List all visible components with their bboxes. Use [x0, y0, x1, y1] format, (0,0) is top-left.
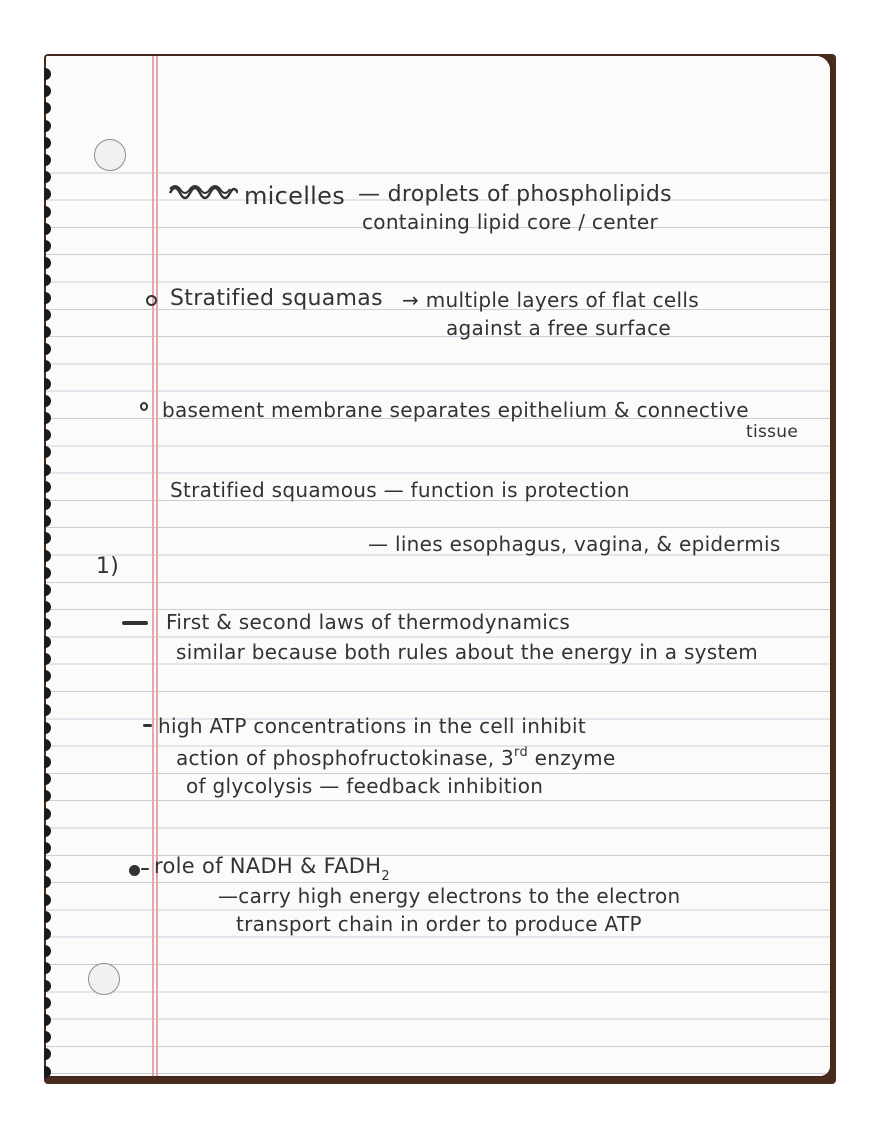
punch-hole-top [94, 139, 126, 171]
spiral-coil [44, 1031, 51, 1043]
margin-line-left [152, 56, 154, 1076]
spiral-coil [44, 825, 51, 837]
margin-number-mark: 1) [96, 554, 120, 579]
spiral-coil [44, 550, 51, 562]
nadh-line1 [154, 854, 390, 884]
nadh-line1-subscript: 2 [381, 869, 390, 884]
spiral-coil [44, 980, 51, 992]
spiral-binding [44, 60, 52, 1080]
spiral-coil [44, 962, 51, 974]
spiral-coil [44, 498, 51, 510]
basement-membrane-line2: tissue [746, 422, 799, 442]
spiral-coil [44, 670, 51, 682]
spiral-coil [44, 911, 51, 923]
arrow-bullet-mark [122, 621, 148, 625]
nadh-line3: transport chain in order to produce ATP [236, 912, 642, 936]
spiral-coil [44, 154, 51, 166]
spiral-coil [44, 343, 51, 355]
basement-membrane-line1: basement membrane separates epithelium & connective [162, 398, 749, 422]
atp-line1: high ATP concentrations in the cell inhibit [158, 714, 587, 738]
spiral-coil [44, 567, 51, 579]
bullet-dash [141, 868, 149, 870]
spiral-coil [44, 515, 51, 527]
nadh-line1-main: role of NADH & FADH [154, 854, 382, 878]
spiral-coil [44, 584, 51, 596]
spiral-coil [44, 618, 51, 630]
atp-line3: of glycolysis — feedback inhibition [186, 774, 544, 798]
spiral-coil [44, 876, 51, 888]
thermodynamics-line2: similar because both rules about the energy in a system [176, 640, 759, 664]
spiral-coil [44, 739, 51, 751]
stratified-squamous-term: Stratified squamas [170, 286, 383, 311]
spiral-coil [44, 68, 51, 80]
spiral-coil [44, 120, 51, 132]
spiral-coil [44, 137, 51, 149]
atp-line2-superscript: rd [514, 745, 529, 760]
spiral-coil [44, 429, 51, 441]
spiral-coil [44, 997, 51, 1009]
spiral-coil [44, 446, 51, 458]
atp-line2 [176, 745, 616, 770]
spiral-coil [44, 292, 51, 304]
dash-bullet-mark [143, 724, 152, 727]
spiral-coil [44, 859, 51, 871]
punch-hole-bottom [88, 963, 120, 995]
spiral-coil [44, 171, 51, 183]
spiral-coil [44, 1014, 51, 1026]
atp-line2-main: action of phosphofructokinase, 3 [176, 746, 515, 770]
spiral-coil [44, 1066, 51, 1078]
bullet-point [140, 402, 148, 411]
spiral-coil [44, 636, 51, 648]
spiral-coil [44, 842, 51, 854]
spiral-coil [44, 481, 51, 493]
stratified-squamous-line2: against a free surface [446, 316, 671, 340]
spiral-coil [44, 773, 51, 785]
spiral-coil [44, 601, 51, 613]
spiral-coil [44, 257, 51, 269]
spiral-coil [44, 223, 51, 235]
bullet-point [146, 295, 157, 306]
spiral-coil [44, 188, 51, 200]
spiral-coil [44, 360, 51, 372]
spiral-coil [44, 808, 51, 820]
spiral-coil [44, 464, 51, 476]
spiral-coil [44, 704, 51, 716]
spiral-coil [44, 945, 51, 957]
spiral-coil [44, 412, 51, 424]
spiral-coil [44, 395, 51, 407]
spiral-coil [44, 756, 51, 768]
spiral-coil [44, 687, 51, 699]
spiral-coil [44, 653, 51, 665]
thermodynamics-line1: First & second laws of thermodynamics [166, 610, 571, 634]
spiral-coil [44, 378, 51, 390]
atp-line2-end: enzyme [528, 746, 616, 770]
spiral-coil [44, 1048, 51, 1060]
stratified-function-line2: — lines esophagus, vagina, & epidermis [368, 532, 781, 556]
spiral-coil [44, 722, 51, 734]
nadh-line2: —carry high energy electrons to the electron [218, 884, 681, 908]
spiral-coil [44, 240, 51, 252]
stratified-function-line1: Stratified squamous — function is protection [170, 478, 630, 502]
spiral-coil [44, 928, 51, 940]
micelles-definition-line1: — droplets of phospholipids [358, 182, 672, 207]
crossed-out-scribble [168, 181, 238, 203]
spiral-coil [44, 790, 51, 802]
spiral-coil [44, 532, 51, 544]
bullet-point-filled [129, 865, 140, 876]
spiral-coil [44, 326, 51, 338]
micelles-definition-line2: containing lipid core / center [362, 210, 659, 234]
page-header-area [46, 56, 830, 148]
spiral-coil [44, 102, 51, 114]
spiral-coil [44, 274, 51, 286]
stratified-squamous-line1: → multiple layers of flat cells [402, 288, 699, 312]
spiral-coil [44, 85, 51, 97]
micelles-term: micelles [244, 182, 346, 210]
spiral-coil [44, 206, 51, 218]
spiral-coil [44, 894, 51, 906]
spiral-coil [44, 309, 51, 321]
margin-line-right [156, 56, 158, 1076]
